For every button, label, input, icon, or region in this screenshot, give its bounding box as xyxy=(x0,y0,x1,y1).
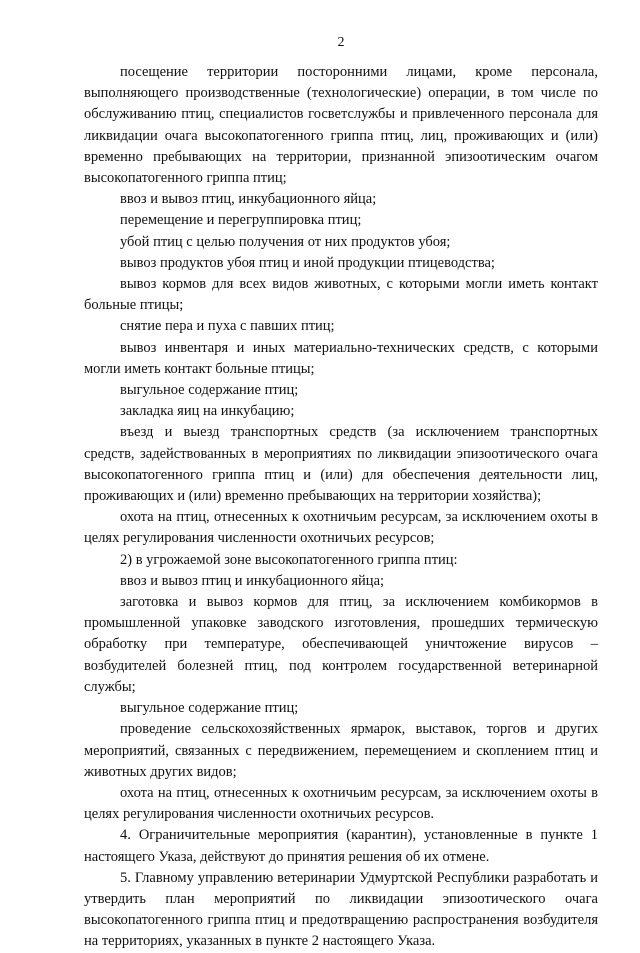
paragraph-threatened-zone-heading: 2) в угрожаемой зоне высокопатогенного гриппа птиц: xyxy=(120,551,458,568)
paragraph-item-4: 4. Ограничительные мероприятия (карантин), установленные в пункте 1 настоящего Указа, действуют до принятия решения об их отмене. xyxy=(84,827,598,865)
paragraph-slaughter: убой птиц с целью получения от них продуктов убоя; xyxy=(120,233,451,250)
paragraph-hunting: охота на птиц, отнесенных к охотничьим ресурсам, за исключением охоты в целях регулирования численности охотничьих ресурсов; xyxy=(84,509,598,547)
paragraph-feed-export: вывоз кормов для всех видов животных, с которыми могли иметь контакт больные птицы; xyxy=(84,276,598,314)
page-number: 2 xyxy=(337,35,345,50)
paragraph-incubation: закладка яиц на инкубацию; xyxy=(120,403,295,420)
paragraph-vehicles: въезд и выезд транспортных средств (за исключением транспортных средств, задействованных в мероприятиях по ликвидации эпизоотического очага высокопатогенного гриппа птиц и (или) для обеспечения деятельности лиц, проживающих и (или) временно пребывающих на территории хозяйства); xyxy=(84,424,598,505)
paragraph-bird-movement: перемещение и перегруппировка птиц; xyxy=(120,212,362,229)
paragraph-inventory-export: вывоз инвентаря и иных материально-технических средств, с которыми могли иметь контакт больные птицы; xyxy=(84,339,598,377)
paragraph-zone-fairs: проведение сельскохозяйственных ярмарок, выставок, торгов и других мероприятий, связанных с передвижением, перемещением и скоплением птиц и животных других видов; xyxy=(84,721,598,780)
paragraph-feathers: снятие пера и пуха с павших птиц; xyxy=(120,318,335,335)
paragraph-item-5: 5. Главному управлению ветеринарии Удмуртской Республики разработать и утвердить план мероприятий по ликвидации эпизоотического очага высокопатогенного гриппа птиц и предотвращению распространения возбудителя на территориях, указанных в пункте 2 настоящего Указа. xyxy=(84,869,598,950)
paragraph-bird-import-export: ввоз и вывоз птиц, инкубационного яйца; xyxy=(120,191,377,208)
paragraph-free-range: выгульное содержание птиц; xyxy=(120,382,299,399)
document-page xyxy=(84,34,598,953)
paragraph-zone-free-range: выгульное содержание птиц; xyxy=(120,700,299,717)
paragraph-zone-feed: заготовка и вывоз кормов для птиц, за исключением комбикормов в промышленной упаковке заводского изготовления, прошедших термическую обработку при температуре, обеспечивающей уничтожение вирусов – возбудителей болезней птиц, под контролем государственной ветеринарной службы; xyxy=(84,594,598,695)
paragraph-zone-hunting: охота на птиц, отнесенных к охотничьим ресурсам, за исключением охоты в целях регулирования численности охотничьих ресурсов. xyxy=(84,784,598,823)
paragraph-visit-ban: посещение территории посторонними лицами, кроме персонала, выполняющего производственные (технологические) операции, в том числе по обслуживанию птиц, специалистов госветслужбы и привлеченного персонала для ликвидации очага высокопатогенного гриппа птиц, лиц, проживающих и (или) временно пребывающих на территории, признанной эпизоотическим очагом высокопатогенного гриппа птиц; xyxy=(84,64,598,187)
paragraph-slaughter-products: вывоз продуктов убоя птиц и иной продукции птицеводства; xyxy=(120,254,495,271)
paragraph-zone-import-export: ввоз и вывоз птиц и инкубационного яйца; xyxy=(120,572,385,589)
